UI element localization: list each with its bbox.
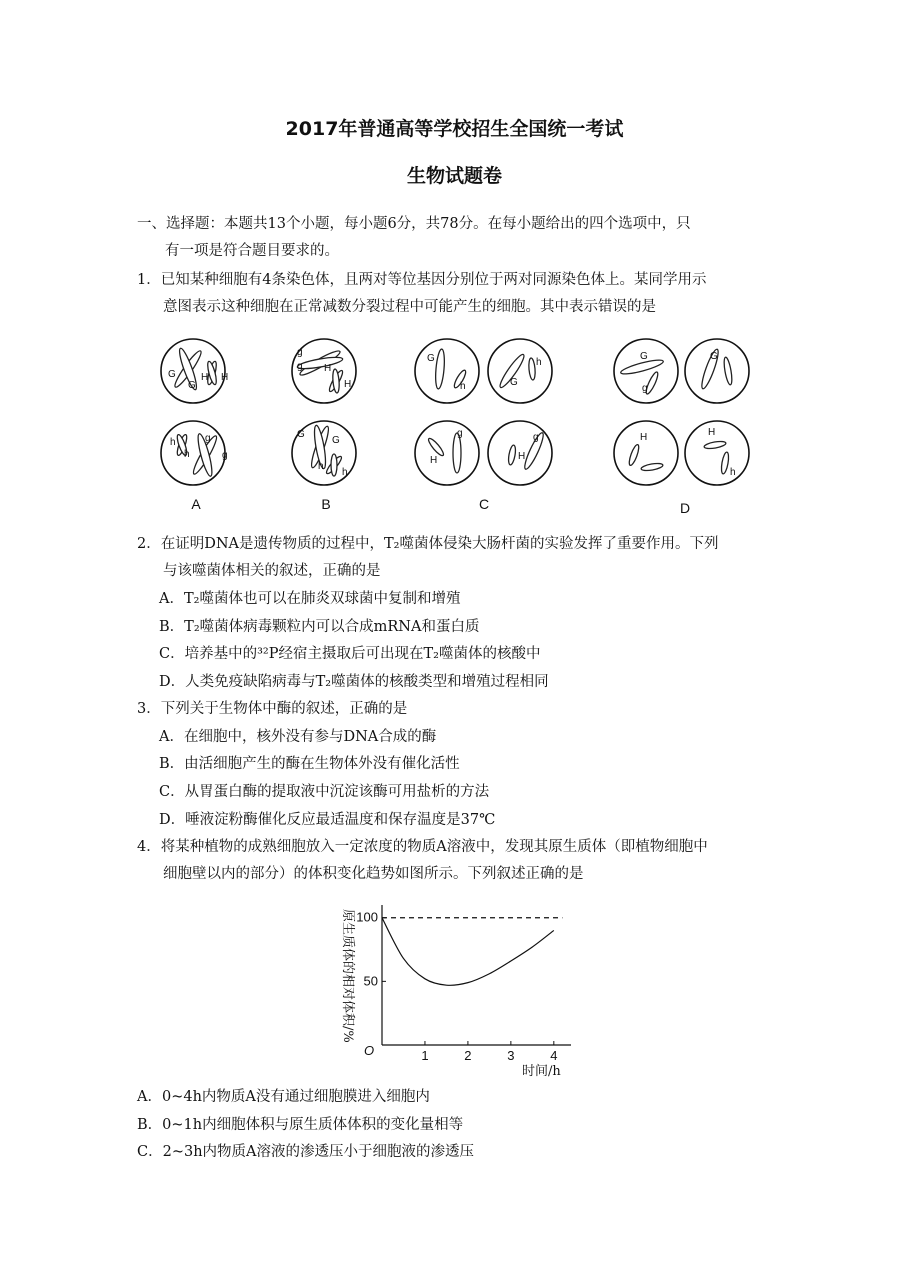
q3-option-a: A．在细胞中，核外没有参与DNA合成的酶: [159, 729, 437, 745]
gene-label: H: [708, 427, 716, 438]
x-axis-label: 时间/h: [522, 1064, 561, 1079]
q2-stem-line-2: 与该噬菌体相关的叙述，正确的是: [163, 563, 381, 579]
gene-label: H: [344, 379, 352, 390]
q3-stem: 3．下列关于生物体中酶的叙述，正确的是: [137, 701, 408, 717]
gene-label: h: [318, 461, 324, 472]
gene-label: g: [642, 383, 648, 394]
q3-option-c: C．从胃蛋白酶的提取液中沉淀该酶可用盐析的方法: [159, 784, 490, 800]
gene-label: G: [332, 435, 340, 446]
gene-label: g: [222, 450, 228, 461]
q4-option-c: C．2~3h内物质A溶液的渗透压小于细胞液的渗透压: [137, 1144, 475, 1160]
gene-label: G: [297, 429, 305, 440]
cell-A-top: [161, 339, 228, 403]
y-axis-label: 原生质体的相对体积/%: [340, 909, 355, 1043]
group-label-B: B: [321, 496, 331, 512]
q2-option-c: C．培养基中的³²P经宿主摄取后可出现在T₂噬菌体的核酸中: [159, 646, 541, 662]
cell-C-top-left: [415, 339, 479, 403]
gene-label: g: [205, 433, 211, 444]
gene-label: g: [297, 347, 303, 358]
section-instruction-line-1: 一、选择题：本题共13个小题，每小题6分，共78分。在每小题给出的四个选项中，只: [137, 216, 691, 232]
gene-label: h: [730, 467, 736, 478]
gene-label: G: [168, 369, 176, 380]
q1-stem-line-1: 1．已知某种细胞有4条染色体，且两对等位基因分别位于两对同源染色体上。某同学用示: [137, 272, 707, 288]
gene-label: g: [297, 361, 303, 372]
y-tick-label: 50: [363, 973, 378, 989]
gene-label: g: [533, 432, 539, 443]
section-instruction-line-2: 有一项是符合题目要求的。: [165, 243, 339, 259]
gene-label: H: [518, 451, 526, 462]
gene-label: h: [184, 449, 190, 460]
cell-D-bottom-right: [685, 421, 749, 485]
cell-B-top: [292, 339, 356, 403]
cell-D-top-right: [685, 339, 749, 403]
q4-volume-chart: [326, 893, 581, 1083]
x-tick-label: 4: [550, 1048, 558, 1063]
gene-label: g: [457, 428, 463, 439]
gene-label: G: [710, 351, 718, 362]
gene-label: h: [170, 437, 176, 448]
gene-label: G: [510, 377, 518, 388]
gene-label: H: [640, 432, 648, 443]
q2-stem-line-1: 2．在证明DNA是遗传物质的过程中，T₂噬菌体侵染大肠杆菌的实验发挥了重要作用。下列: [137, 536, 719, 552]
paper-subtitle: 生物试题卷: [406, 165, 502, 187]
gene-label: G: [640, 351, 648, 362]
cell-B-bottom: [292, 421, 356, 485]
q2-option-b: B．T₂噬菌体病毒颗粒内可以合成mRNA和蛋白质: [159, 619, 480, 635]
exam-title: 2017年普通高等学校招生全国统一考试: [285, 118, 624, 140]
q1-stem-line-2: 意图表示这种细胞在正常减数分裂过程中可能产生的细胞。其中表示错误的是: [163, 299, 656, 315]
cell-C-bottom-right: [488, 421, 552, 485]
group-label-C: C: [478, 496, 490, 512]
gene-label: h: [342, 467, 348, 478]
q2-option-a: A．T₂噬菌体也可以在肺炎双球菌中复制和增殖: [159, 591, 461, 607]
x-tick-label: 1: [421, 1048, 429, 1063]
volume-curve: [382, 918, 554, 986]
x-tick-label: 3: [507, 1048, 515, 1063]
q3-option-b: B．由活细胞产生的酶在生物体外没有催化活性: [159, 756, 460, 772]
gene-label: h: [460, 381, 466, 392]
group-label-D: D: [679, 500, 691, 516]
gene-label: G: [188, 380, 196, 391]
q4-option-b: B．0~1h内细胞体积与原生质体体积的变化量相等: [137, 1117, 464, 1133]
q4-stem-line-2: 细胞壁以内的部分）的体积变化趋势如图所示。下列叙述正确的是: [163, 866, 584, 882]
gene-label: H: [430, 455, 438, 466]
gene-label: G: [427, 353, 435, 364]
q4-stem-line-1: 4．将某种植物的成熟细胞放入一定浓度的物质A溶液中，发现其原生质体（即植物细胞中: [137, 839, 708, 855]
chart-svg: [326, 893, 581, 1083]
q3-option-d: D．唾液淀粉酶催化反应最适温度和保存温度是37℃: [159, 812, 496, 828]
cell-D-top-left: [614, 339, 678, 403]
cell-C-top-right: [488, 339, 552, 403]
q4-option-a: A．0~4h内物质A没有通过细胞膜进入细胞内: [137, 1089, 430, 1105]
gene-label: H: [201, 372, 209, 383]
q2-option-d: D．人类免疫缺陷病毒与T₂噬菌体的核酸类型和增殖过程相同: [159, 674, 549, 690]
cell-A-bottom: [161, 421, 228, 485]
gene-label: h: [536, 357, 542, 368]
x-tick-label: 2: [464, 1048, 472, 1063]
origin-label: O: [364, 1043, 375, 1058]
cell-C-bottom-left: [415, 421, 479, 485]
gene-label: H: [324, 363, 332, 374]
gene-label: H: [221, 372, 229, 383]
group-label-A: A: [191, 496, 201, 512]
q1-cell-figure: [150, 333, 736, 520]
cell-D-bottom-left: [614, 421, 678, 485]
y-tick-label: 100: [356, 909, 378, 925]
